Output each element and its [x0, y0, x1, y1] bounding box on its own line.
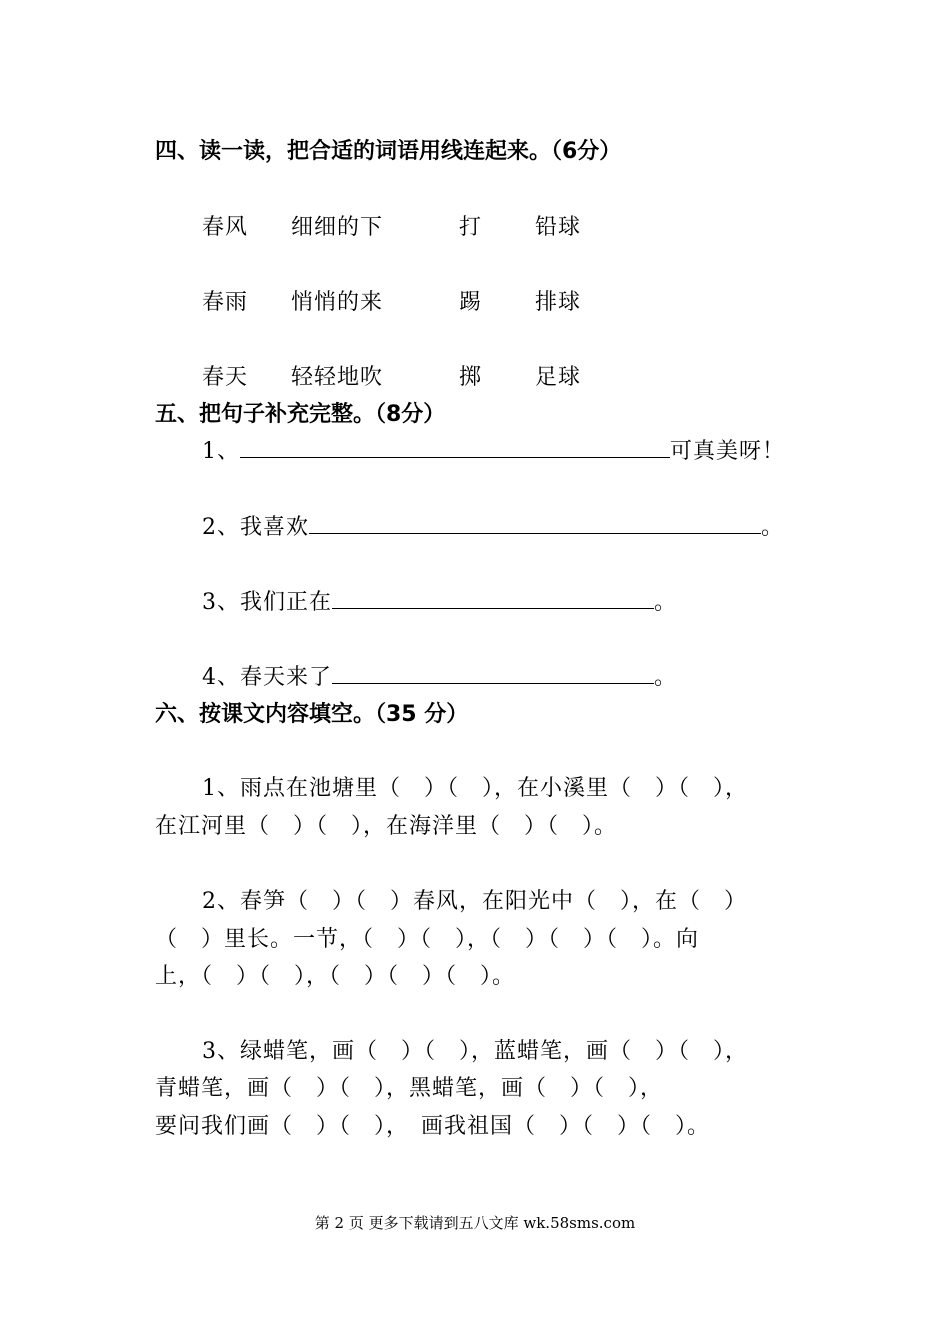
- match-col-c-item: 打: [459, 215, 483, 240]
- fill-question-2-line: （ ）里长。一节，（ ）（ ），（ ）（ ）（ ）。向: [155, 927, 700, 952]
- sentence-prefix: 1、: [202, 439, 240, 464]
- sentence-prefix: 3、我们正在: [202, 590, 332, 615]
- match-col-b-item: 轻轻地吹: [291, 365, 384, 390]
- match-col-a-item: 春风: [202, 215, 249, 240]
- match-col-a-item: 春雨: [202, 290, 249, 315]
- sentence-suffix: 可真美呀！: [670, 439, 786, 464]
- sentence-item-1: [202, 434, 785, 465]
- match-col-d-item: 排球: [535, 290, 582, 315]
- section-6-heading: 六、按课文内容填空。（35 分）: [155, 702, 469, 727]
- fill-question-3-line: 要问我们画（ ）（ ）， 画我祖国（ ）（ ）（ ）。: [155, 1114, 711, 1139]
- match-col-b-item: 悄悄的来: [291, 290, 384, 315]
- fill-question-3-line: 3、绿蜡笔，画（ ）（ ），蓝蜡笔，画（ ）（ ），: [202, 1039, 748, 1064]
- answer-blank[interactable]: [332, 663, 654, 684]
- fill-question-3-line: 青蜡笔，画（ ）（ ），黑蜡笔，画（ ）（ ），: [155, 1076, 664, 1101]
- match-col-d-item: 铅球: [535, 215, 582, 240]
- section-5-heading: 五、把句子补充完整。（8分）: [155, 402, 446, 427]
- sentence-item-4: [202, 660, 677, 691]
- match-col-b-item: 细细的下: [291, 215, 384, 240]
- sentence-suffix: 。: [761, 515, 785, 540]
- fill-question-2-line: 上，（ ）（ ），（ ）（ ）（ ）。: [155, 964, 516, 989]
- match-col-a-item: 春天: [202, 365, 249, 390]
- sentence-prefix: 2、我喜欢: [202, 515, 309, 540]
- section-4-heading: 四、读一读，把合适的词语用线连起来。（6分）: [155, 139, 622, 164]
- sentence-item-3: [202, 585, 677, 616]
- sentence-item-2: [202, 510, 784, 541]
- sentence-prefix: 4、春天来了: [202, 665, 332, 690]
- match-col-c-item: 踢: [459, 290, 483, 315]
- fill-question-1-line: 1、雨点在池塘里（ ）（ ），在小溪里（ ）（ ），: [202, 776, 748, 801]
- match-col-d-item: 足球: [535, 365, 582, 390]
- answer-blank[interactable]: [309, 513, 761, 534]
- sentence-suffix: 。: [654, 665, 678, 690]
- sentence-suffix: 。: [654, 590, 678, 615]
- match-col-c-item: 掷: [459, 365, 483, 390]
- answer-blank[interactable]: [332, 588, 654, 609]
- fill-question-2-line: 2、春笋（ ）（ ）春风，在阳光中（ ），在（ ）: [202, 889, 747, 914]
- fill-question-1-line: 在江河里（ ）（ ），在海洋里（ ）（ ）。: [155, 814, 618, 839]
- page-footer: 第 2 页 更多下载请到五八文库 wk.58sms.com: [314, 1214, 636, 1232]
- answer-blank[interactable]: [240, 437, 670, 458]
